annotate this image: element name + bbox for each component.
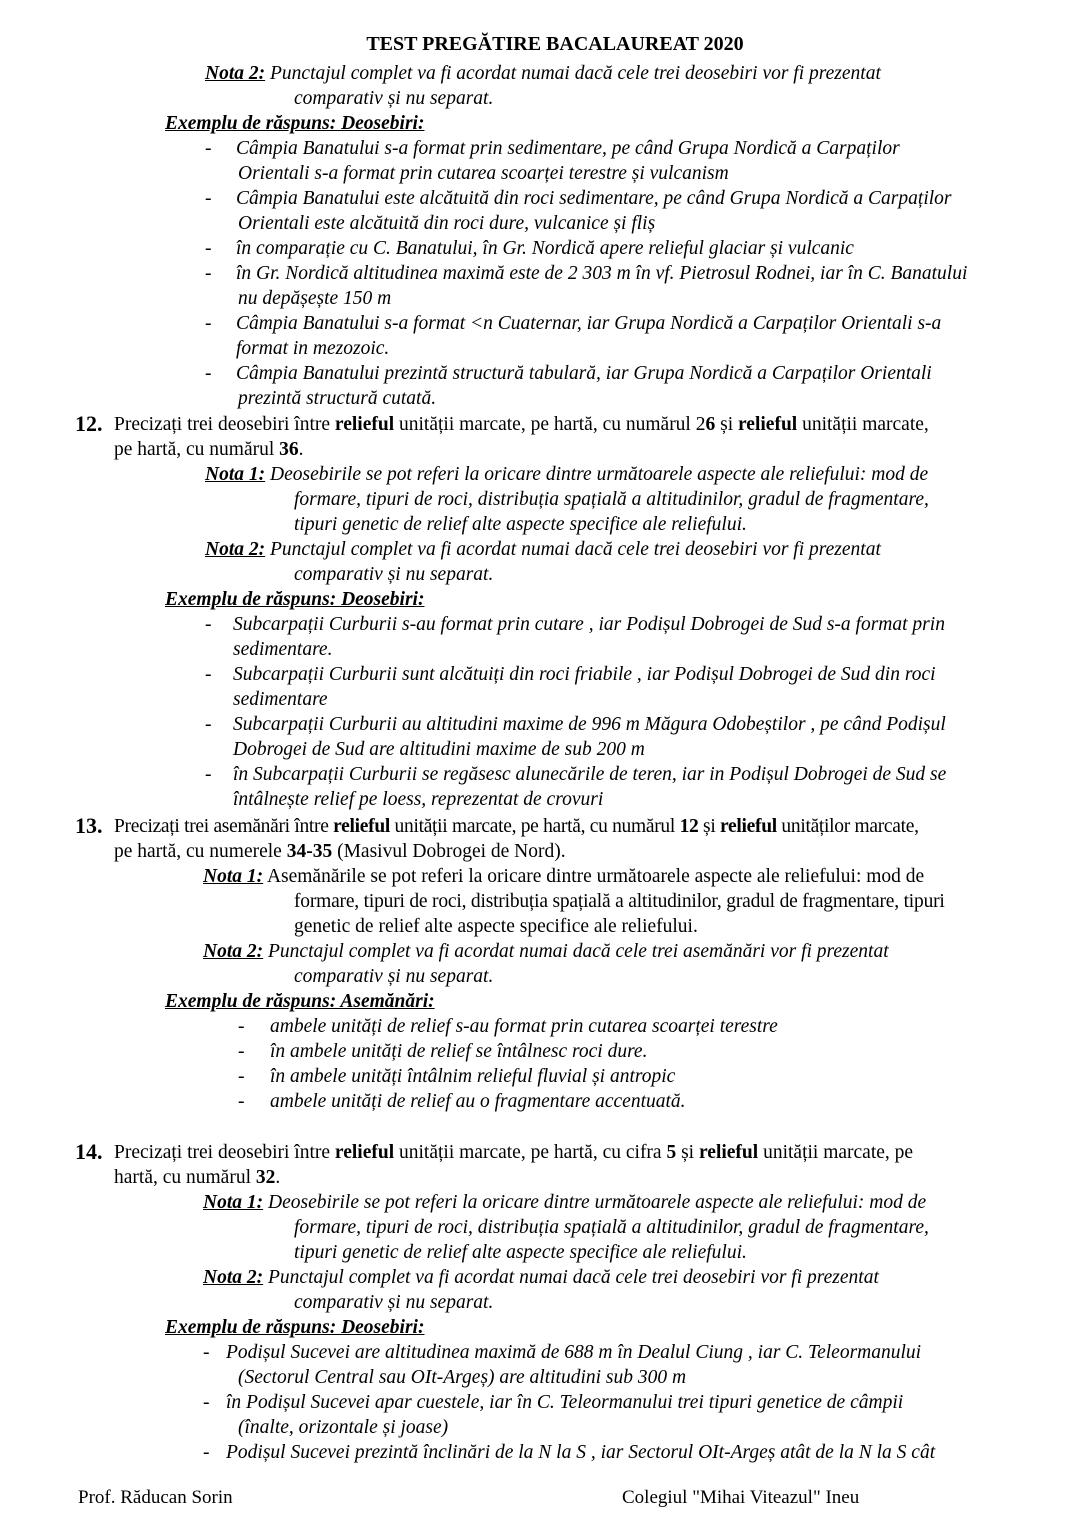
bullet: - (203, 1392, 210, 1413)
list-item: Subcarpații Curburii au altitudini maxime de 996 m Măgura Odobeștilor , pe când Podișul (233, 714, 946, 735)
list-item: în ambele unități întâlnim relieful fluvial și antropic (270, 1066, 676, 1087)
text: . (298, 439, 304, 460)
list-item: sedimentare (233, 689, 328, 710)
list-item: Subcarpații Curburii s-au format prin cutare , iar Podișul Dobrogei de Sud s-a format prin (233, 614, 945, 635)
bullet: - (203, 1442, 210, 1463)
list-item: în comparație cu C. Banatului, în Gr. Nordică apere relieful glaciar și vulcanic (236, 238, 854, 259)
question-text (114, 839, 566, 864)
bold-text: 6 (705, 414, 716, 435)
nota-text: Deosebirile se pot referi la oricare dintre următoarele aspecte ale reliefului: mod de (270, 464, 929, 485)
list-item: Dobrogei de Sud are altitudini maxime de sub 200 m (233, 739, 645, 760)
text: Precizați trei asemănări între (114, 816, 334, 837)
text: unității marcate, pe hartă, cu numărul (389, 816, 680, 837)
list-item: (Sectorul Central sau OIt-Argeș) are altitudini sub 300 m (238, 1367, 687, 1388)
list-item: format in mezozoic. (236, 338, 390, 359)
list-item: Câmpia Banatului este alcătuită din roci sedimentare, pe când Grupa Nordică a Carpaților (236, 188, 952, 209)
list-item: în Subcarpații Curburii se regăsesc alunecările de teren, iar in Podișul Dobrogei de Sud se (233, 764, 947, 785)
text: Precizați trei deosebiri între (114, 1142, 335, 1163)
list-item: prezintă structură cutată. (238, 388, 437, 409)
text: unității marcate, pe (758, 1142, 914, 1163)
nota-text: formare, tipuri de roci, distribuția spațială a altitudinilor, gradul de fragmentare, (294, 1217, 929, 1238)
nota-label: Nota 1: (205, 464, 266, 485)
nota-text: Deosebirile se pot referi la oricare dintre următoarele aspecte ale reliefului: mod de (268, 1192, 927, 1213)
text: și (698, 816, 721, 837)
footer-school: Colegiul "Mihai Viteazul" Ineu (622, 1487, 860, 1508)
bold-text: relieful (333, 816, 390, 837)
bullet: - (205, 313, 212, 334)
nota-label: Nota 2: (205, 63, 266, 84)
list-item: Câmpia Banatului s-a format prin sedimentare, pe când Grupa Nordică a Carpaților (236, 138, 900, 159)
nota-text: formare, tipuri de roci, distribuția spațială a altitudinilor, gradul de fragmentare, tipuri (294, 891, 945, 912)
bullet: - (205, 764, 212, 785)
bullet: - (205, 238, 212, 259)
bullet: - (238, 1066, 245, 1087)
example-label: Exemplu de răspuns: Deosebiri: (165, 589, 425, 610)
nota-text: comparativ și nu separat. (294, 88, 494, 109)
bullet: - (205, 664, 212, 685)
question-number: 14. (75, 1139, 103, 1164)
list-item: nu depășește 150 m (238, 288, 392, 309)
nota-text: tipuri genetic de relief alte aspecte specifice ale reliefului. (294, 514, 747, 535)
list-item: în Podișul Sucevei apar cuestele, iar în C. Teleormanului trei tipuri genetice de câmpii (226, 1392, 904, 1413)
list-item: întâlnește relief pe loess, reprezentat de crovuri (233, 789, 604, 810)
nota-text: Punctajul complet va fi acordat numai dacă cele trei asemănări vor fi prezentat (268, 941, 889, 962)
nota-label: Nota 1: (203, 1192, 264, 1213)
list-item: Orientali s-a format prin cutarea scoarței terestre și vulcanism (238, 163, 729, 184)
list-item: Orientali este alcătuită din roci dure, vulcanice și fliș (238, 213, 656, 234)
question-text (114, 437, 304, 462)
text: (Masivul Dobrogei de Nord). (332, 841, 566, 862)
bold-text: relieful (698, 1142, 759, 1163)
bullet: - (205, 363, 212, 384)
nota-text: Punctajul complet va fi acordat numai dacă cele trei deosebiri vor fi prezentat (268, 1267, 879, 1288)
example-label: Exemplu de răspuns: Asemănări: (165, 991, 435, 1012)
list-item: Podișul Sucevei are altitudinea maximă de 688 m în Dealul Ciung , iar C. Teleormanului (226, 1342, 922, 1363)
nota-text: comparativ și nu separat. (294, 966, 494, 987)
text: Precizați trei deosebiri între (114, 414, 335, 435)
page-title: TEST PREGĂTIRE BACALAUREAT 2020 (366, 33, 744, 55)
list-item: (înalte, orizontale și joase) (238, 1417, 449, 1438)
list-item: ambele unități de relief au o fragmentare accentuată. (270, 1091, 686, 1112)
nota-label: Nota 2: (205, 539, 266, 560)
bullet: - (238, 1016, 245, 1037)
nota-text: genetic de relief alte aspecte specifice ale reliefului. (294, 916, 698, 937)
nota-label: Nota 2: (203, 941, 264, 962)
bold-text: relieful (334, 414, 395, 435)
bold-text: relieful (334, 1142, 395, 1163)
nota-text: tipuri genetic de relief alte aspecte specifice ale reliefului. (294, 1242, 747, 1263)
text: unității marcate, pe hartă, cu cifra (394, 1142, 667, 1163)
question-number: 13. (75, 813, 103, 838)
list-item: în Gr. Nordică altitudinea maximă este de 2 303 m în vf. Pietrosul Rodnei, iar în C. Banatului (236, 263, 968, 284)
question-number: 12. (75, 411, 103, 436)
list-item: Câmpia Banatului prezintă structură tabulară, iar Grupa Nordică a Carpaților Orientali (236, 363, 932, 384)
nota-text: Punctajul complet va fi acordat numai dacă cele trei deosebiri vor fi prezentat (270, 63, 881, 84)
text: pe hartă, cu numărul (114, 439, 280, 460)
question-text (114, 1140, 913, 1165)
list-item: Podișul Sucevei prezintă înclinări de la N la S , iar Sectorul OIt-Argeș atât de la N la S cât (226, 1442, 936, 1463)
question-text (114, 1165, 280, 1190)
bold-text: 36 (279, 439, 299, 460)
question-text (114, 814, 919, 839)
text: hartă, cu numărul (114, 1167, 256, 1188)
example-label: Exemplu de răspuns: Deosebiri: (165, 113, 425, 134)
nota-text: comparativ și nu separat. (294, 1292, 494, 1313)
bullet: - (238, 1041, 245, 1062)
bullet: - (205, 614, 212, 635)
bold-text: 12 (679, 816, 699, 837)
list-item: în ambele unități de relief se întâlnesc roci dure. (270, 1041, 648, 1062)
text: și (715, 414, 738, 435)
nota-text: Asemănările se pot referi la oricare dintre următoarele aspecte ale reliefului: mod de (266, 866, 925, 887)
text: pe hartă, cu numerele (114, 841, 287, 862)
bullet: - (205, 188, 212, 209)
list-item: ambele unități de relief s-au format prin cutarea scoarței terestre (270, 1016, 778, 1037)
list-item: Câmpia Banatului s-a format <n Cuaternar, iar Grupa Nordică a Carpaților Orientali s-a (236, 313, 942, 334)
example-label: Exemplu de răspuns: Deosebiri: (165, 1317, 425, 1338)
nota-label: Nota 2: (203, 1267, 264, 1288)
bold-text: 5 (666, 1142, 677, 1163)
bullet: - (238, 1091, 245, 1112)
list-item: sedimentare. (233, 639, 333, 660)
text: unităților marcate, (776, 816, 919, 837)
bullet: - (205, 714, 212, 735)
bold-text: 32 (255, 1167, 276, 1188)
footer-author: Prof. Răducan Sorin (78, 1487, 233, 1508)
bullet: - (203, 1342, 210, 1363)
bullet: - (205, 263, 212, 284)
question-text (114, 412, 929, 437)
list-item: Subcarpații Curburii sunt alcătuiți din roci friabile , iar Podișul Dobrogei de Sud din roci (233, 664, 936, 685)
text: unității marcate, pe hartă, cu numărul 2 (394, 414, 706, 435)
nota-label: Nota 1: (203, 866, 264, 887)
text: . (275, 1167, 281, 1188)
nota-text: Punctajul complet va fi acordat numai dacă cele trei deosebiri vor fi prezentat (270, 539, 881, 560)
bullet: - (205, 138, 212, 159)
text: unității marcate, (797, 414, 929, 435)
bold-text: relieful (720, 816, 777, 837)
bold-text: relieful (738, 414, 798, 435)
bold-text: 34-35 (286, 841, 333, 862)
nota-text: formare, tipuri de roci, distribuția spațială a altitudinilor, gradul de fragmentare, (294, 489, 929, 510)
text: și (676, 1142, 699, 1163)
nota-text: comparativ și nu separat. (294, 564, 494, 585)
